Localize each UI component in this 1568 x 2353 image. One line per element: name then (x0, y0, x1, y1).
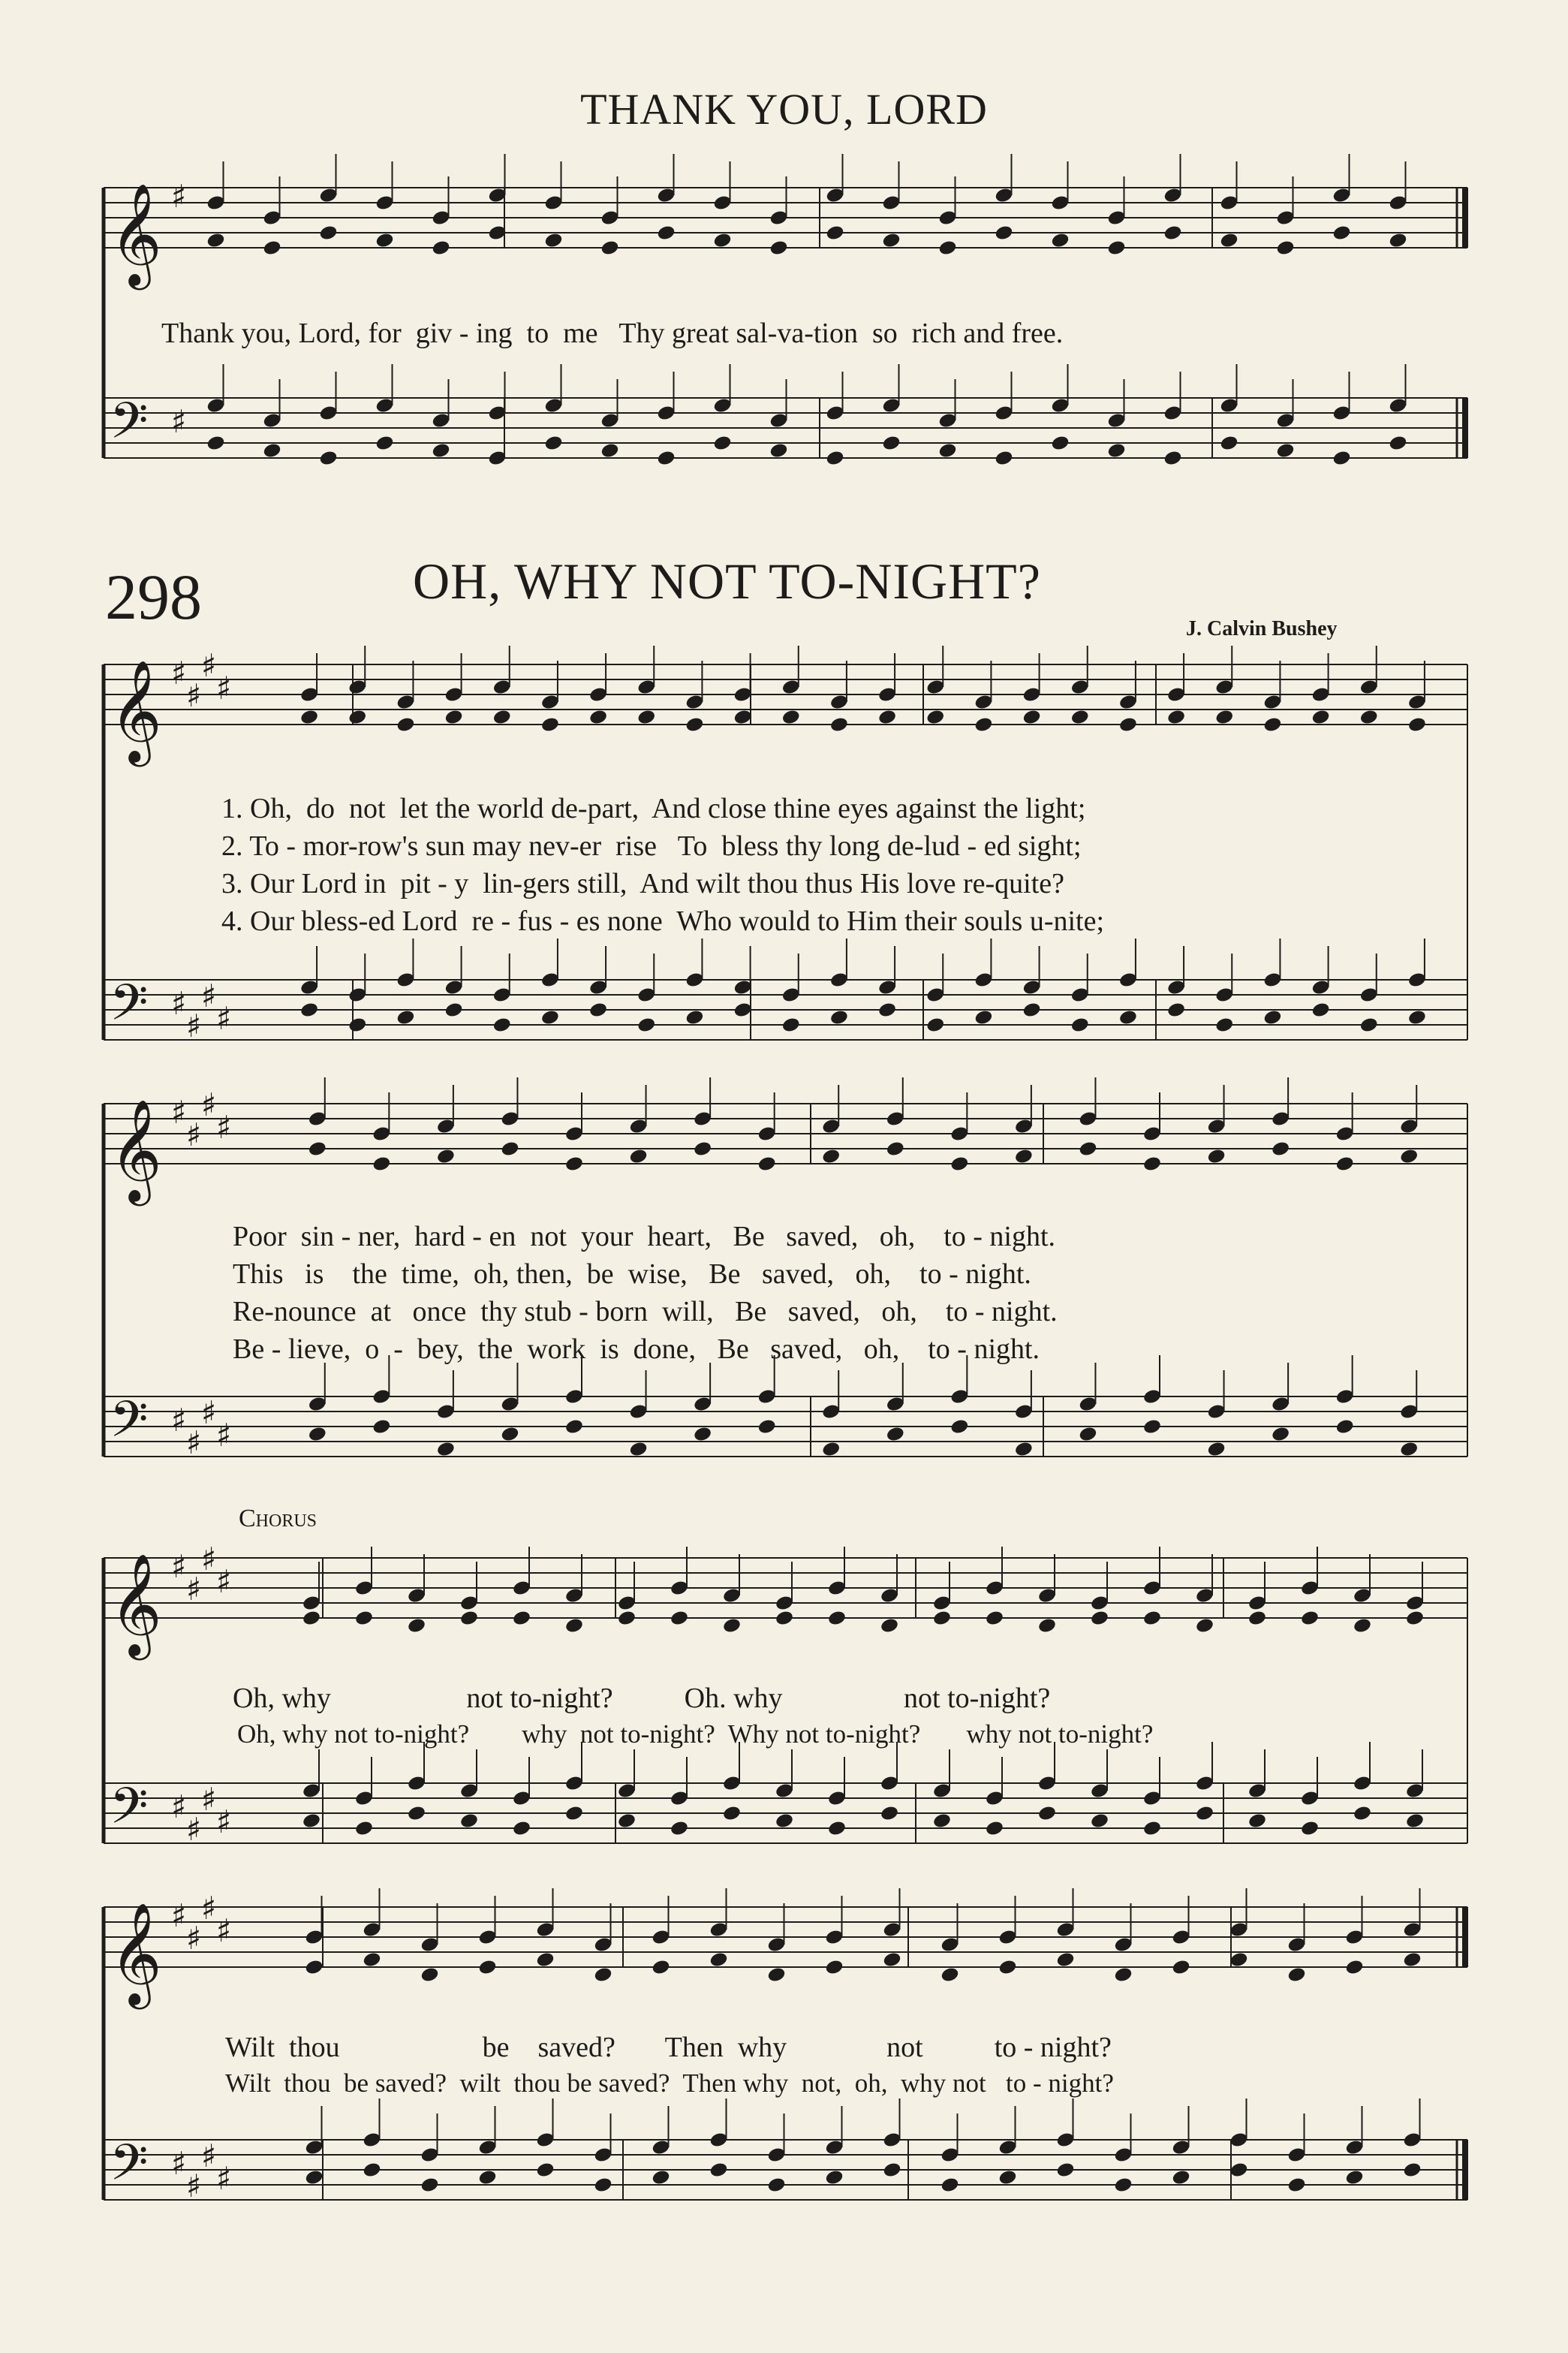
svg-text:♯: ♯ (216, 1109, 232, 1146)
svg-text:♯: ♯ (201, 1781, 217, 1818)
verse-2-line-b: This is the time, oh, then, be wise, Be saved, oh, to - night. (233, 1258, 1031, 1290)
svg-text:♯: ♯ (171, 178, 187, 215)
top-hymn-lyric: Thank you, Lord, for giv - ing to me Thy great sal-va-tion so rich and free. (161, 318, 1064, 349)
svg-text:♯: ♯ (186, 1571, 202, 1607)
verse-4-line-a: 4. Our bless-ed Lord re - fus - es none Who would to Him their souls u-nite; (221, 905, 1105, 937)
hymn-number: 298 (105, 561, 202, 633)
chorus-line-2-lower: Wilt thou be saved? wilt thou be saved? Then why not, oh, why not to - night? (225, 2068, 1114, 2098)
verse-4-line-b: Be - lieve, o - bey, the work is done, Be saved, oh, to - night. (233, 1333, 1040, 1365)
svg-text:♯: ♯ (201, 2138, 217, 2174)
svg-text:𝄢: 𝄢 (110, 392, 149, 462)
chorus-line-2-upper: Wilt thou be saved? Then why not to - night? (225, 2032, 1112, 2063)
svg-text:♯: ♯ (171, 2145, 187, 2182)
svg-text:♯: ♯ (201, 978, 217, 1014)
svg-text:𝄞: 𝄞 (110, 1901, 162, 2005)
svg-text:♯: ♯ (216, 1803, 232, 1840)
svg-text:♯: ♯ (216, 1000, 232, 1037)
svg-text:𝄞: 𝄞 (110, 182, 162, 285)
chorus-line-1-lower: Oh, why not to-night? why not to-night? Why not to-night? why not to-night? (237, 1719, 1154, 1749)
hymn-title: OH, WHY NOT TO-NIGHT? (413, 553, 1041, 610)
verse-3-line-a: 3. Our Lord in pit - y lin-gers still, And wilt thou thus His love re-quite? (221, 868, 1064, 899)
svg-text:♯: ♯ (201, 1394, 217, 1431)
svg-text:♯: ♯ (186, 2168, 202, 2204)
svg-text:♯: ♯ (186, 1811, 202, 1848)
svg-text:𝄞: 𝄞 (110, 1098, 162, 1201)
composer-credit: J. Calvin Bushey (1186, 617, 1338, 640)
svg-text:♯: ♯ (171, 1402, 187, 1439)
svg-text:♯: ♯ (216, 1912, 232, 1949)
svg-text:♯: ♯ (171, 1548, 187, 1585)
svg-text:𝄞: 𝄞 (110, 1552, 162, 1656)
svg-text:♯: ♯ (186, 1424, 202, 1461)
svg-text:♯: ♯ (216, 1563, 232, 1600)
svg-text:♯: ♯ (171, 1788, 187, 1825)
svg-text:♯: ♯ (216, 1417, 232, 1454)
svg-text:♯: ♯ (201, 1086, 217, 1123)
top-hymn-title: THANK YOU, LORD (580, 85, 988, 134)
svg-text:♯: ♯ (171, 985, 187, 1022)
svg-text:𝄞: 𝄞 (110, 658, 162, 762)
svg-text:♯: ♯ (171, 403, 187, 440)
verse-3-line-b: Re-nounce at once thy stub - born will, Be saved, oh, to - night. (233, 1296, 1058, 1327)
svg-text:𝄢: 𝄢 (110, 2134, 149, 2204)
verse-2-line-a: 2. To - mor-row's sun may nev-er rise To bless thy long de-lud - ed sight; (221, 830, 1082, 862)
svg-text:♯: ♯ (186, 1920, 202, 1957)
svg-text:♯: ♯ (216, 2160, 232, 2197)
svg-text:♯: ♯ (186, 677, 202, 714)
svg-text:♯: ♯ (201, 647, 217, 684)
svg-text:𝄢: 𝄢 (110, 1777, 149, 1847)
svg-text:♯: ♯ (186, 1008, 202, 1044)
verse-1-line-a: 1. Oh, do not let the world de-part, And close thine eyes against the light; (221, 793, 1086, 824)
svg-text:♯: ♯ (171, 655, 187, 691)
svg-text:♯: ♯ (216, 670, 232, 707)
svg-text:𝄢: 𝄢 (110, 974, 149, 1044)
svg-text:♯: ♯ (171, 1094, 187, 1131)
svg-text:♯: ♯ (186, 1116, 202, 1153)
svg-text:♯: ♯ (201, 1890, 217, 1927)
svg-text:♯: ♯ (201, 1541, 217, 1577)
verse-1-line-b: Poor sin - ner, hard - en not your heart, Be saved, oh, to - night. (233, 1221, 1056, 1252)
chorus-line-1-upper: Oh, why not to-night? Oh. why not to-night? (233, 1683, 1051, 1714)
chorus-label: Chorus (239, 1505, 318, 1532)
svg-text:𝄢: 𝄢 (110, 1390, 149, 1460)
svg-text:♯: ♯ (171, 1897, 187, 1934)
